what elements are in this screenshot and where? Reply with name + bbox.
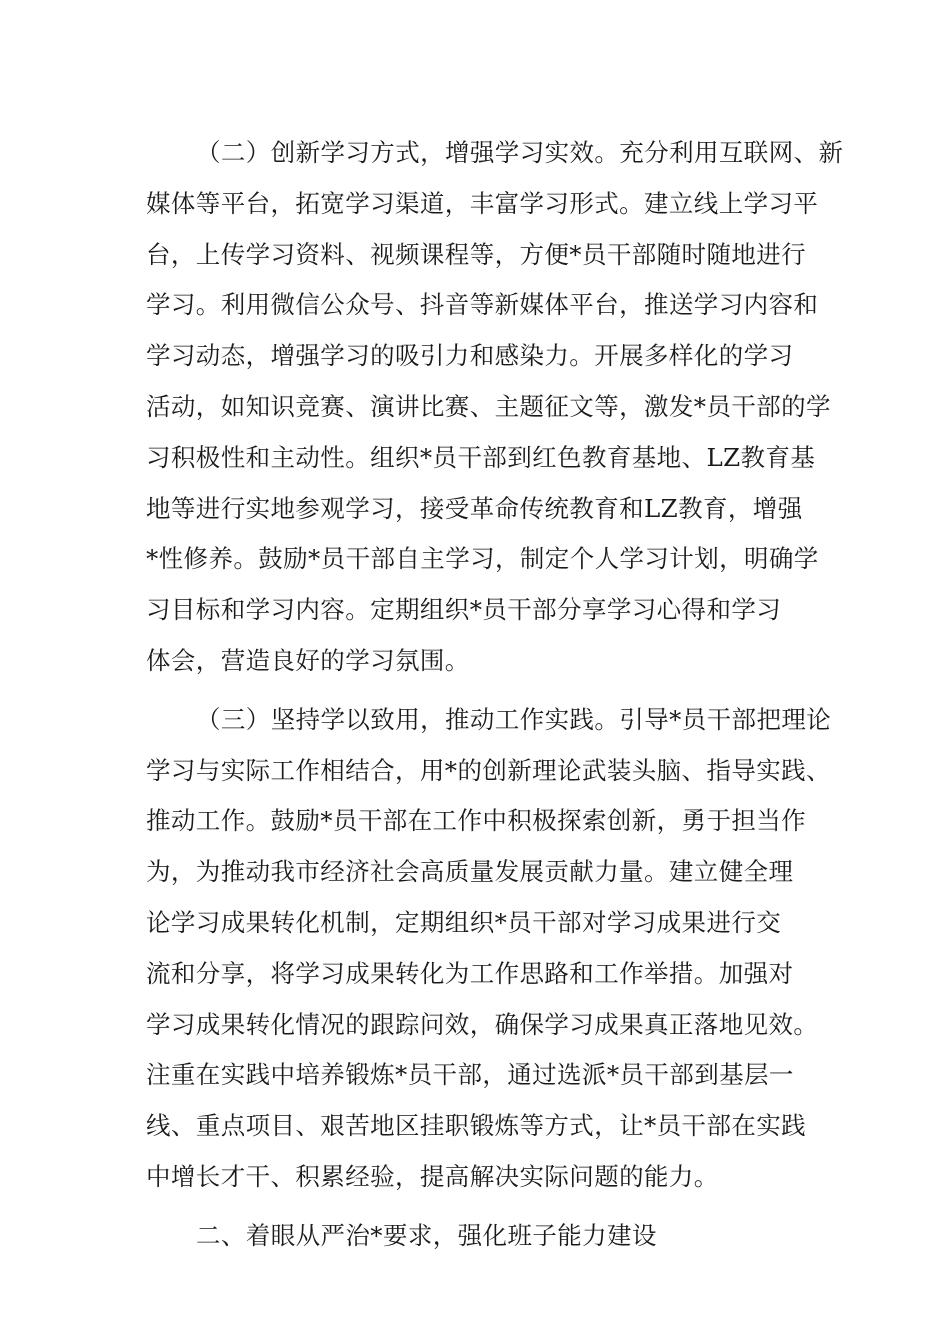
text-line: （三）坚持学以致用，推动工作实践。引导*员干部把理论 [196, 704, 832, 734]
text-line: 为，为推动我市经济社会高质量发展贡献力量。建立健全理 [146, 857, 794, 887]
text-line: *性修养。鼓励*员干部自主学习，制定个人学习计划，明确学 [146, 544, 819, 574]
text-line: 台，上传学习资料、视频课程等，方便*员干部随时随地进行 [146, 239, 807, 269]
section-heading: 二、着眼从严治*要求，强化班子能力建设 [196, 1220, 657, 1250]
text-line: 习积极性和主动性。组织*员干部到红色教育基地、LZ教育基 [146, 442, 816, 472]
text-line: 学习成果转化情况的跟踪问效，确保学习成果真正落地见效。 [146, 1009, 819, 1039]
document-body [146, 128, 844, 1262]
paragraph-spacer [146, 1203, 818, 1211]
text-line: 论学习成果转化机制，定期组织*员干部对学习成果进行交 [146, 907, 782, 937]
text-line: 活动，如知识竞赛、演讲比赛、主题征文等，激发*员干部的学 [146, 391, 831, 421]
text-line: 学习动态，增强学习的吸引力和感染力。开展多样化的学习 [146, 341, 794, 371]
paragraph-innovate-learning [146, 128, 844, 687]
text-line: 线、重点项目、艰苦地区挂职锻炼等方式，让*员干部在实践 [146, 1111, 807, 1141]
text-line: 体会，营造良好的学习氛围。 [146, 645, 470, 675]
text-line: 流和分享，将学习成果转化为工作思路和工作举措。加强对 [146, 958, 794, 988]
text-line: 学习与实际工作相结合，用*的创新理论武装头脑、指导实践、 [146, 755, 831, 785]
text-line: 媒体等平台，拓宽学习渠道，丰富学习形式。建立线上学习平 [146, 188, 819, 218]
text-line: 习目标和学习内容。定期组织*员干部分享学习心得和学习 [146, 595, 782, 625]
text-line: 学习。利用微信公众号、抖音等新媒体平台，推送学习内容和 [146, 290, 819, 320]
paragraph-spacer [146, 687, 818, 695]
text-line: 推动工作。鼓励*员干部在工作中积极探索创新，勇于担当作 [146, 806, 807, 836]
text-line: 地等进行实地参观学习，接受革命传统教育和LZ教育，增强 [146, 493, 803, 523]
paragraph-apply-learning [146, 695, 832, 1203]
text-line: 中增长才干、积累经验，提高解决实际问题的能力。 [146, 1161, 719, 1191]
text-line: （二）创新学习方式，增强学习实效。充分利用互联网、新 [196, 138, 844, 167]
text-line: 注重在实践中培养锻炼*员干部，通过选派*员干部到基层一 [146, 1060, 794, 1090]
